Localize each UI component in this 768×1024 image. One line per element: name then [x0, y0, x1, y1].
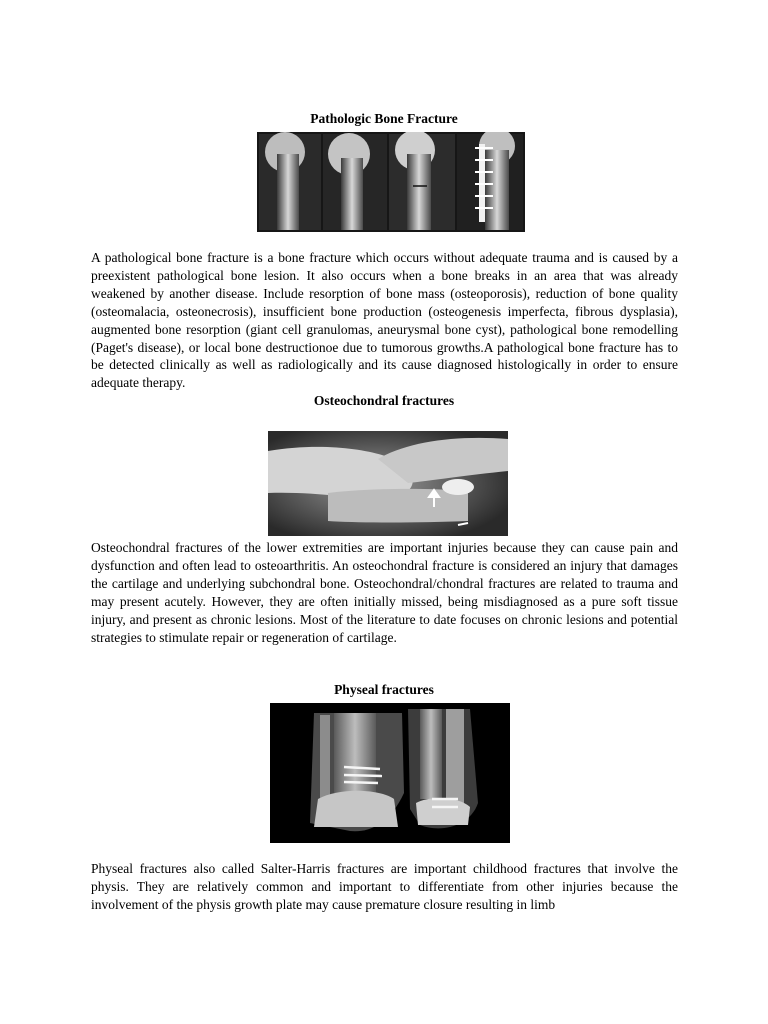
section-paragraph-physeal: Physeal fractures also called Salter-Harris fractures are important childhood fractures that involve the physis. They are relatively common and important to differentiate from other injuries because the involvement of the physis growth plate may cause premature closure resulting in limb	[91, 861, 678, 912]
section-heading-osteochondral: Osteochondral fractures	[313, 393, 455, 408]
section-heading-physeal: Physeal fractures	[334, 682, 434, 697]
physeal-fracture-xray-image	[270, 703, 510, 843]
section-heading-pathologic: Pathologic Bone Fracture	[310, 111, 458, 126]
section-paragraph-osteochondral: Osteochondral fractures of the lower extremities are important injuries because they can cause pain and dysfunction and often lead to osteoarthritis. An osteochondral fracture is considered an injury that damages the cartilage and underlying subchondral bone. Osteochondral/chondral fractures are related to trauma and may present acutely. However, they are often initially missed, being misdiagnosed as a pure soft tissue injury, and present as chronic lesions. Most of the literature to date focuses on chronic lesions and potential strategies to stimulate repair or regeneration of cartilage.	[91, 540, 678, 645]
osteochondral-fracture-xray-image	[268, 431, 508, 536]
section-paragraph-pathologic: A pathological bone fracture is a bone fracture which occurs without adequate trauma and is caused by a preexistent pathological bone lesion. It also occurs when a bone breaks in an area that was already weakened by another disease. Include resorption of bone mass (osteoporosis), reduction of bone quality (osteomalacia, osteonecrosis), insufficient bone production (osteogenesis imperfecta, fibrous dysplasia), augmented bone resorption (giant cell granulomas, aneurysmal bone cyst), pathological bone remodelling (Paget's disease), or local bone destructionoe due to tumorous growths.A pathological bone fracture has to be detected clinically as well as radiologically and its cause diagnosed histologically in order to ensure adequate therapy.	[91, 250, 678, 391]
pathologic-fracture-xray-image	[257, 132, 525, 232]
